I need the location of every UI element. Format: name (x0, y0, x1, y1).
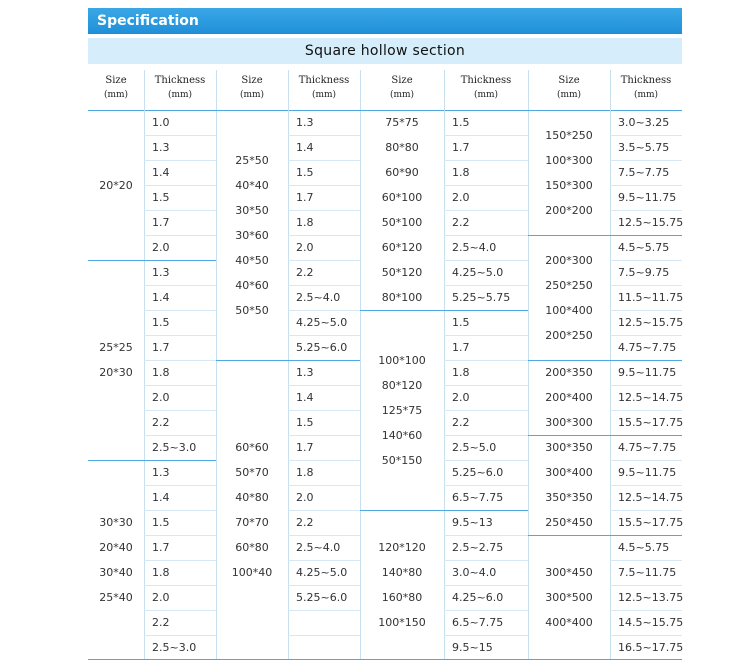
thickness-cell: 2.2 (296, 516, 314, 529)
size-value: 70*70 (235, 516, 269, 529)
specification-page (88, 8, 684, 654)
size-value: 50*50 (235, 303, 269, 317)
thickness-cell: 12.5~14.75 (618, 491, 684, 504)
column-divider (610, 70, 611, 660)
size-column-header (216, 70, 288, 110)
thickness-cell: 1.7 (296, 191, 314, 204)
size-header-label: Size (241, 75, 263, 86)
thickness-cell: 1.5 (296, 416, 314, 429)
size-value: 25*25 (99, 341, 133, 354)
thickness-cell: 6.5~7.75 (452, 616, 504, 629)
size-value: 250*250 (545, 278, 593, 292)
unit-label: (mm) (473, 90, 499, 100)
thickness-column-header (288, 70, 360, 110)
unit-label: (mm) (103, 90, 129, 100)
thickness-cell: 1.4 (152, 166, 170, 179)
thickness-cell: 1.0 (152, 116, 170, 129)
size-block (216, 360, 288, 660)
thickness-cell: 2.5~3.0 (152, 641, 197, 654)
thickness-cell: 9.5~11.75 (618, 466, 677, 479)
column-group (88, 70, 216, 660)
thickness-cell: 2.5~3.0 (152, 441, 197, 454)
thickness-cell: 2.0 (296, 491, 314, 504)
thickness-cell: 1.7 (452, 341, 470, 354)
thickness-cell: 14.5~15.75 (618, 616, 684, 629)
spec-table (88, 70, 682, 660)
thickness-cell: 2.0 (152, 241, 170, 254)
thickness-cell: 1.4 (152, 291, 170, 304)
size-block (216, 110, 288, 360)
unit-label: (mm) (239, 90, 265, 100)
thickness-cell: 12.5~15.75 (618, 316, 684, 329)
size-value: 250*450 (545, 516, 593, 529)
thickness-cell: 9.5~15 (452, 641, 493, 654)
thickness-cell: 1.5 (452, 316, 470, 329)
size-value: 30*60 (235, 228, 269, 242)
thickness-cell: 2.2 (452, 416, 470, 429)
unit-label: (mm) (311, 90, 337, 100)
unit-label: (mm) (389, 90, 415, 100)
thickness-cell: 1.3 (296, 366, 314, 379)
thickness-cell: 16.5~17.75 (618, 641, 684, 654)
thickness-cell: 7.5~11.75 (618, 566, 677, 579)
size-value: 200*300 (545, 253, 593, 267)
thickness-cell: 7.5~7.75 (618, 166, 670, 179)
size-value: 30*50 (235, 203, 269, 217)
size-value: 50*120 (381, 266, 423, 279)
thickness-cell (296, 610, 360, 635)
thickness-cell: 2.0 (152, 591, 170, 604)
thickness-cell: 1.5 (152, 316, 170, 329)
size-value: 20*30 (99, 366, 133, 379)
thickness-cell: 1.8 (452, 166, 470, 179)
size-block (360, 110, 444, 310)
thickness-cell: 4.25~6.0 (452, 591, 504, 604)
unit-label: (mm) (556, 90, 582, 100)
column-group (216, 70, 360, 660)
size-value: 300*350 (545, 441, 593, 454)
size-value: 60*120 (381, 241, 423, 254)
size-value: 125*75 (381, 403, 423, 417)
size-header-label: Size (105, 75, 127, 86)
size-block (360, 310, 444, 510)
size-value: 200*350 (545, 366, 593, 379)
thickness-cell: 15.5~17.75 (618, 416, 684, 429)
size-block (528, 235, 610, 360)
thickness-header-label: Thickness (460, 75, 512, 86)
table-title: Square hollow section (88, 38, 682, 64)
size-value: 400*400 (545, 616, 593, 629)
thickness-cell: 9.5~11.75 (618, 191, 677, 204)
thickness-cell: 11.5~11.75 (618, 291, 684, 304)
size-value: 60*90 (385, 166, 419, 179)
size-value: 300*450 (545, 566, 593, 579)
size-column-header (528, 70, 610, 110)
size-value: 140*60 (381, 428, 423, 442)
thickness-cell: 3.0~3.25 (618, 116, 670, 129)
column-divider (444, 70, 445, 660)
column-group (528, 70, 682, 660)
thickness-cell: 1.7 (296, 441, 314, 454)
thickness-cell: 2.0 (452, 191, 470, 204)
thickness-cell: 7.5~9.75 (618, 266, 670, 279)
thickness-cell: 1.7 (152, 541, 170, 554)
thickness-cell: 2.2 (152, 616, 170, 629)
thickness-cell: 4.25~5.0 (296, 316, 348, 329)
size-value: 25*40 (99, 591, 133, 604)
size-value: 300*400 (545, 466, 593, 479)
size-value: 80*100 (381, 291, 423, 304)
size-value: 100*300 (545, 153, 593, 167)
column-divider (144, 70, 145, 660)
size-header-label: Size (558, 75, 580, 86)
size-block (528, 110, 610, 235)
size-value: 40*60 (235, 278, 269, 292)
thickness-cell: 5.25~5.75 (452, 291, 511, 304)
thickness-cell: 2.5~4.0 (296, 291, 341, 304)
thickness-column-header (610, 70, 682, 110)
size-value: 120*120 (378, 541, 426, 554)
size-block (528, 435, 610, 535)
thickness-cell: 1.8 (296, 466, 314, 479)
thickness-cell: 2.0 (296, 241, 314, 254)
thickness-cell: 1.4 (296, 141, 314, 154)
thickness-cell: 2.5~5.0 (452, 441, 497, 454)
thickness-cell: 4.25~5.0 (452, 266, 504, 279)
thickness-cell: 5.25~6.0 (296, 341, 348, 354)
size-value: 80*80 (385, 141, 419, 154)
thickness-cell: 9.5~13 (452, 516, 493, 529)
thickness-cell: 6.5~7.75 (452, 491, 504, 504)
thickness-cell: 4.5~5.75 (618, 241, 670, 254)
size-value: 300*300 (545, 416, 593, 429)
size-column-header (360, 70, 444, 110)
thickness-cell: 1.8 (452, 366, 470, 379)
thickness-cell: 4.5~5.75 (618, 541, 670, 554)
unit-label: (mm) (633, 90, 659, 100)
thickness-cell: 9.5~11.75 (618, 366, 677, 379)
size-value: 150*250 (545, 128, 593, 142)
column-divider (288, 70, 289, 660)
size-value: 100*150 (378, 616, 426, 629)
thickness-header-label: Thickness (620, 75, 672, 86)
thickness-cell: 2.0 (152, 391, 170, 404)
size-block (528, 535, 610, 660)
thickness-cell: 1.7 (152, 216, 170, 229)
size-value: 60*60 (235, 441, 269, 454)
thickness-cell: 1.5 (152, 191, 170, 204)
size-block (88, 260, 144, 460)
size-value: 20*40 (99, 541, 133, 554)
thickness-cell: 4.75~7.75 (618, 441, 677, 454)
thickness-cell: 1.3 (296, 116, 314, 129)
thickness-cell: 2.2 (152, 416, 170, 429)
thickness-cell: 4.75~7.75 (618, 341, 677, 354)
thickness-cell: 1.4 (296, 391, 314, 404)
thickness-cell: 2.5~4.0 (296, 541, 341, 554)
size-value: 150*300 (545, 178, 593, 192)
thickness-cell: 1.5 (152, 516, 170, 529)
thickness-cell: 5.25~6.0 (452, 466, 504, 479)
size-block (88, 460, 144, 660)
thickness-cell: 2.2 (452, 216, 470, 229)
size-value: 60*80 (235, 541, 269, 554)
size-block (360, 510, 444, 660)
size-value: 20*20 (99, 178, 133, 192)
thickness-cell: 1.7 (452, 141, 470, 154)
size-value: 30*40 (99, 566, 133, 579)
thickness-cell: 1.3 (152, 266, 170, 279)
size-value: 80*120 (381, 378, 423, 392)
thickness-cell: 3.0~4.0 (452, 566, 497, 579)
thickness-cell: 3.5~5.75 (618, 141, 670, 154)
size-value: 160*80 (381, 591, 423, 604)
size-value: 60*100 (381, 191, 423, 204)
size-block (528, 360, 610, 435)
thickness-header-label: Thickness (154, 75, 206, 86)
thickness-cell: 1.8 (152, 366, 170, 379)
size-block (88, 110, 144, 260)
size-value: 200*200 (545, 203, 593, 217)
size-value: 30*30 (99, 516, 133, 529)
thickness-header-label: Thickness (298, 75, 350, 86)
thickness-cell: 2.0 (452, 391, 470, 404)
thickness-column-header (444, 70, 528, 110)
thickness-cell: 4.25~5.0 (296, 566, 348, 579)
thickness-cell: 1.7 (152, 341, 170, 354)
size-value: 100*400 (545, 303, 593, 317)
size-column-header (88, 70, 144, 110)
thickness-cell: 1.8 (152, 566, 170, 579)
size-value: 300*500 (545, 591, 593, 604)
size-value: 100*100 (378, 353, 426, 367)
size-header-label: Size (391, 75, 413, 86)
size-value: 40*40 (235, 178, 269, 192)
thickness-cell: 1.4 (152, 491, 170, 504)
thickness-cell: 2.5~2.75 (452, 541, 504, 554)
thickness-cell: 12.5~15.75 (618, 216, 684, 229)
size-value: 25*50 (235, 153, 269, 167)
size-value: 200*250 (545, 328, 593, 342)
thickness-cell: 2.2 (296, 266, 314, 279)
unit-label: (mm) (167, 90, 193, 100)
thickness-cell: 1.5 (452, 116, 470, 129)
size-value: 75*75 (385, 116, 419, 129)
thickness-cell: 1.8 (296, 216, 314, 229)
thickness-cell (296, 635, 360, 660)
thickness-cell: 15.5~17.75 (618, 516, 684, 529)
size-value: 350*350 (545, 491, 593, 504)
size-value: 200*400 (545, 391, 593, 404)
size-value: 100*40 (231, 566, 273, 579)
size-value: 140*80 (381, 566, 423, 579)
thickness-cell: 12.5~13.75 (618, 591, 684, 604)
column-group (360, 70, 528, 660)
thickness-cell: 5.25~6.0 (296, 591, 348, 604)
size-value: 50*70 (235, 466, 269, 479)
size-value: 50*150 (381, 453, 423, 467)
thickness-cell: 12.5~14.75 (618, 391, 684, 404)
thickness-cell: 1.3 (152, 141, 170, 154)
thickness-cell: 1.3 (152, 466, 170, 479)
thickness-cell: 2.5~4.0 (452, 241, 497, 254)
thickness-column-header (144, 70, 216, 110)
specification-header: Specification (88, 8, 682, 34)
size-value: 40*80 (235, 491, 269, 504)
size-value: 40*50 (235, 253, 269, 267)
thickness-cell: 1.5 (296, 166, 314, 179)
size-value: 50*100 (381, 216, 423, 229)
